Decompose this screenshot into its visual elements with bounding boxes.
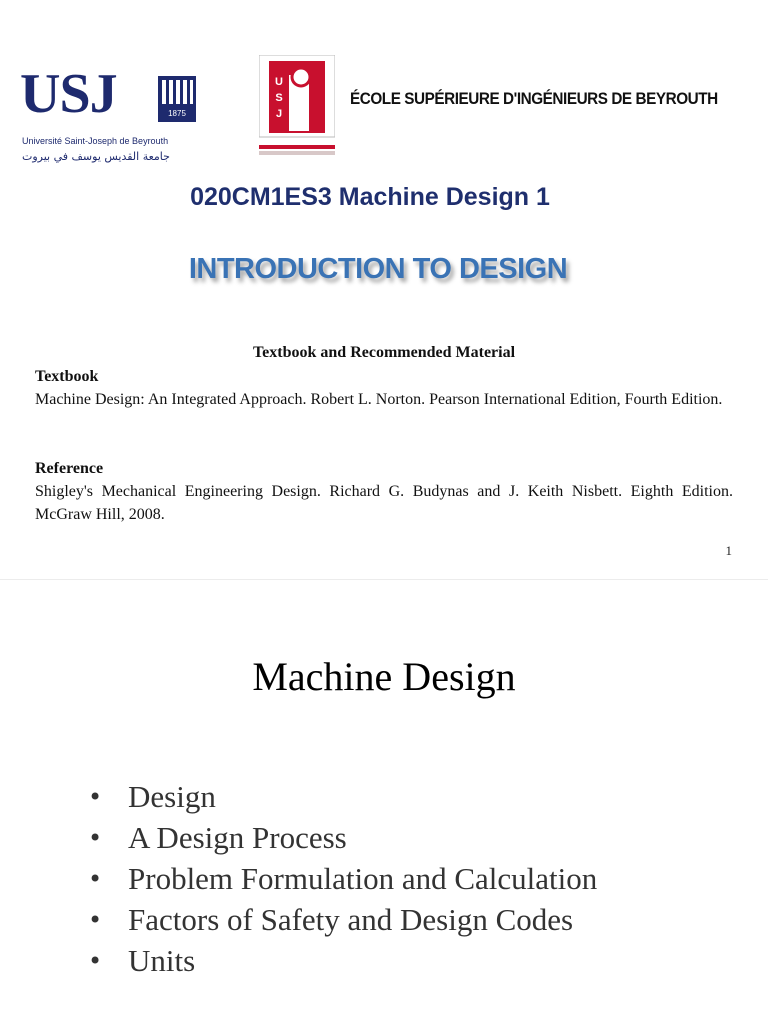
bullet-text: Units <box>128 943 196 978</box>
bullet-list <box>88 776 597 981</box>
bullet-mark: • <box>88 947 103 975</box>
bullet-mark: • <box>88 783 103 811</box>
bullet-item <box>88 776 597 817</box>
bullet-text: A Design Process <box>128 820 347 855</box>
esib-logo-s: S <box>275 92 283 104</box>
usj-logo-letters: USJ <box>20 63 117 125</box>
main-heading: INTRODUCTION TO DESIGN <box>188 253 568 285</box>
bullet-item <box>88 858 597 899</box>
bullet-text: Factors of Safety and Design Codes <box>128 902 574 937</box>
bullet-mark: • <box>88 906 103 934</box>
bullet-text: Problem Formulation and Calculation <box>128 861 598 896</box>
reference-block <box>35 457 733 526</box>
usj-logo <box>20 63 196 172</box>
textbook-block <box>35 365 733 411</box>
course-title: 020CM1ES3 Machine Design 1 <box>190 183 550 211</box>
usj-tower-emblem <box>158 76 196 122</box>
esib-logo-j: J <box>275 108 283 120</box>
usj-arabic-name: جامعة القديس يوسف في بيروت <box>22 150 170 163</box>
bullet-item <box>88 940 597 981</box>
bullet-mark: • <box>88 824 103 852</box>
textbook-text: Machine Design: An Integrated Approach. Robert L. Norton. Pearson International Edition, Fourth Edition. <box>35 391 723 408</box>
textbook-label: Textbook <box>35 368 99 385</box>
bullet-item <box>88 899 597 940</box>
bullet-item <box>88 817 597 858</box>
esib-logo-u: U <box>275 76 283 88</box>
bullet-text: Design <box>128 779 216 814</box>
slide-title: Machine Design <box>252 654 516 699</box>
reference-label: Reference <box>35 460 104 477</box>
usj-subtitle: Université Saint-Joseph de Beyrouth <box>22 136 169 146</box>
slide-2 <box>0 580 768 1024</box>
bullet-mark: • <box>88 865 103 893</box>
reference-text: Shigley's Mechanical Engineering Design. Richard G. Budynas and J. Keith Nisbett. Eighth Edition. McGraw Hill, 2008. <box>35 483 733 523</box>
esib-logo <box>259 55 335 163</box>
page-number: 1 <box>725 543 732 558</box>
section-heading: Textbook and Recommended Material <box>252 344 516 361</box>
school-name: ÉCOLE SUPÉRIEURE D'INGÉNIEURS DE BEYROUTH <box>350 89 718 108</box>
usj-year: 1875 <box>168 109 186 118</box>
